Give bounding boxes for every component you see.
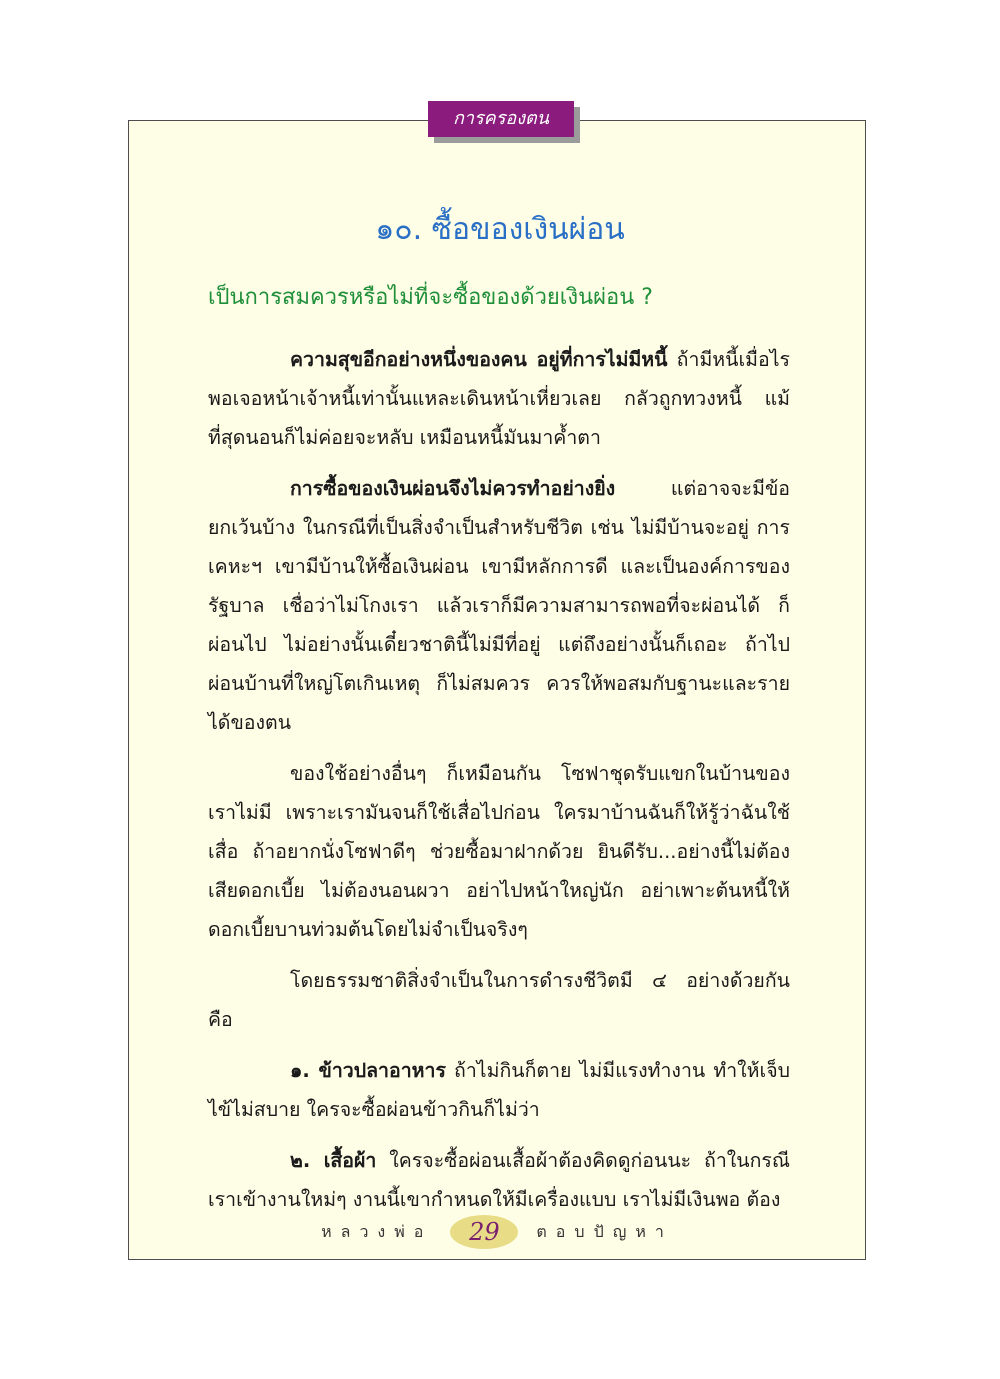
chapter-question: เป็นการสมควรหรือไม่ที่จะซื้อของด้วยเงินผ่อน ?: [208, 285, 653, 310]
page-footer: [128, 1210, 866, 1254]
paragraph-5-emphasis: ๑. ข้าวปลาอาหาร: [290, 1059, 446, 1082]
footer-book-title-right: ตอบปัญหา: [536, 1221, 673, 1241]
paragraph-6-text: ใครจะซื้อผ่อนเสื้อผ้าต้องคิดดูก่อนนะ ถ้าในกรณีเราเข้างานใหม่ๆ งานนี้เขากำหนดให้มีเครื่องแบบ เราไม่มีเงินพอ ต้อง: [208, 1149, 790, 1211]
paragraph-3-text: ของใช้อย่างอื่นๆ ก็เหมือนกัน โซฟาชุดรับแขกในบ้านของเราไม่มี เพราะเรามันจนก็ใช้เสื่อไปก่อน ใครมาบ้านฉันก็ให้รู้ว่าฉันใช้เสื่อ ถ้าอยากนั่งโซฟาดีๆ ช่วยซื้อมาฝากด้วย ยินดีรับ...อย่างนี้ไม่ต้องเสียดอกเบี้ย ไม่ต้องนอนผวา อย่าไปหน้าใหญ่นัก อย่าเพาะต้นหนี้ให้ดอกเบี้ยบานท่วมต้นโดยไม่จำเป็นจริงๆ: [208, 762, 790, 941]
paragraph-3: [208, 754, 790, 949]
paragraph-2: [208, 469, 790, 742]
paragraph-5: [208, 1051, 790, 1129]
paragraph-1-emphasis: ความสุขอีกอย่างหนึ่งของคน อยู่ที่การไม่มีหนี้: [290, 348, 668, 371]
chapter-title: ๑๐. ซื้อของเงินผ่อน: [375, 212, 625, 247]
section-tag: การครองตน: [428, 101, 574, 137]
paragraph-2-text: แต่อาจจะมีข้อยกเว้นบ้าง ในกรณีที่เป็นสิ่งจำเป็นสำหรับชีวิต เช่น ไม่มีบ้านจะอยู่ การเคหะฯ เขามีบ้านให้ซื้อเงินผ่อน เขามีหลักการดี และเป็นองค์การของรัฐบาล เชื่อว่าไม่โกงเรา แล้วเราก็มีความสามารถพอที่จะผ่อนได้ ก็ผ่อนไป ไม่อย่างนั้นเดี๋ยวชาตินี้ไม่มีที่อยู่ แต่ถึงอย่างนั้นก็เถอะ ถ้าไปผ่อนบ้านที่ใหญ่โตเกินเหตุ ก็ไม่สมควร ควรให้พอสมกับฐานะและรายได้ของตน: [208, 477, 790, 734]
paragraph-4: [208, 961, 790, 1039]
paragraph-1-text: ถ้ามีหนี้เมื่อไรพอเจอหน้าเจ้าหนี้เท่านั้นแหละเดินหน้าเหี่ยวเลย กลัวถูกทวงหนี้ แม้ที่สุดนอนก็ไม่ค่อยจะหลับ เหมือนหนี้มันมาค้ำตา: [208, 348, 790, 449]
paragraph-5-text: ถ้าไม่กินก็ตาย ไม่มีแรงทำงาน ทำให้เจ็บไข้ไม่สบาย ใครจะซื้อผ่อนข้าวกินก็ไม่ว่า: [208, 1059, 790, 1121]
paragraph-2-emphasis: การซื้อของเงินผ่อนจึงไม่ควรทำอย่างยิ่ง: [290, 477, 616, 500]
article-body: [208, 340, 790, 1231]
paragraph-1: [208, 340, 790, 457]
paragraph-6: [208, 1141, 790, 1219]
footer-book-title-left: หลวงพ่อ: [321, 1221, 433, 1241]
paragraph-4-text: โดยธรรมชาติสิ่งจำเป็นในการดำรงชีวิตมี ๔ อย่างด้วยกัน คือ: [208, 969, 790, 1031]
paragraph-6-emphasis: ๒. เสื้อผ้า: [290, 1149, 377, 1172]
page-number: 29: [450, 1215, 518, 1249]
